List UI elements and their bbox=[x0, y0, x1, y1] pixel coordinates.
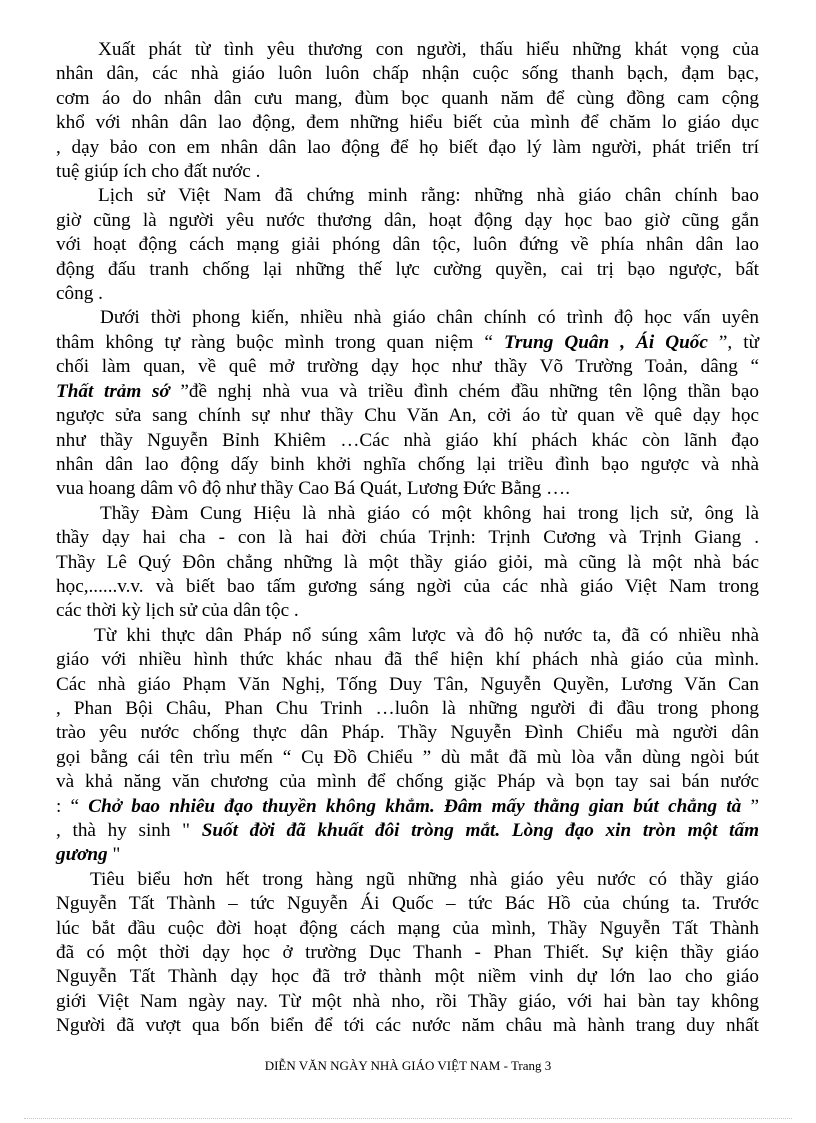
text-line: và khả năng văn chương của mình để chống giặc Pháp và bọn tay sai bán nước bbox=[56, 771, 759, 793]
text-run: " bbox=[107, 844, 121, 866]
text-line: giờ cũng là người yêu nước thương dân, hoạt động dạy học bao giờ cũng gắn bbox=[56, 209, 759, 231]
text-line: chối làm quan, về quê mở trường dạy học như thầy Võ Trường Toản, dâng “ bbox=[56, 356, 759, 378]
text-line: giáo với nhiều hình thức khác nhau đã thể hiện khí phách nhà giáo của mình. bbox=[56, 649, 759, 671]
paragraph-1 bbox=[56, 38, 759, 184]
text-line: giới Việt Nam ngày nay. Từ một nhà nho, rồi Thầy giáo, với hai bàn tay không bbox=[56, 990, 759, 1012]
text-line: , Phan Bội Châu, Phan Chu Trinh …luôn là những người đi đầu trong phong bbox=[56, 697, 759, 719]
text-run: ”đề nghị nhà vua và triều đình chém đầu những tên lộng thần bạo bbox=[169, 380, 759, 402]
text-line: gọi bằng cái tên trìu mến “ Cụ Đồ Chiểu ” dù mắt đã mù lòa vẫn dùng ngòi bút bbox=[56, 746, 759, 768]
document-page bbox=[56, 38, 759, 1039]
text-line: nhân dân lao động dấy binh khởi nghĩa chống lại triều đình bạo ngược và nhà bbox=[56, 453, 759, 475]
text-line: cơm áo do nhân dân cưu mang, đùm bọc quanh năm để cùng đồng cam cộng bbox=[56, 87, 759, 109]
text-line: thầy dạy hai cha - con là hai đời chúa Trịnh: Trịnh Cương và Trịnh Giang . bbox=[56, 527, 759, 549]
text-line: động đấu tranh chống lại những thế lực cường quyền, cai trị bạo ngược, bất bbox=[56, 258, 759, 280]
text-line: Nguyễn Tất Thành dạy học đã trở thành một niềm vinh dự lớn lao cho giáo bbox=[56, 966, 759, 988]
text-line: tuệ giúp ích cho đất nước . bbox=[56, 161, 261, 183]
quote-text: gương bbox=[56, 844, 108, 866]
text-run: thâm không tự ràng buộc mình trong quan niệm “ bbox=[56, 331, 504, 353]
quote-text: Chở bao nhiêu đạo thuyền không khẳm. Đâm mấy thằng gian bút chẳng tà bbox=[88, 795, 742, 817]
text-line: học,......v.v. và biết bao tấm gương sáng ngời của các nhà giáo Việt Nam trong bbox=[56, 575, 759, 597]
text-run: ” bbox=[741, 795, 759, 817]
text-line: các thời kỳ lịch sử của dân tộc . bbox=[56, 600, 299, 622]
text-run: : “ bbox=[56, 795, 89, 817]
text-line: nhân dân, các nhà giáo luôn luôn chấp nhận cuộc sống thanh bạch, đạm bạc, bbox=[56, 63, 759, 85]
text-line: Lịch sử Việt Nam đã chứng minh rằng: những nhà giáo chân chính bao bbox=[98, 185, 759, 207]
text-line: Thầy Đàm Cung Hiệu là nhà giáo có một không hai trong lịch sử, ông là bbox=[100, 502, 759, 524]
text-line: Xuất phát từ tình yêu thương con người, thấu hiểu những khát vọng của bbox=[98, 39, 759, 60]
text-line: Nguyễn Tất Thành – tức Nguyễn Ái Quốc – tức Bác Hồ của chúng ta. Trước bbox=[56, 893, 759, 915]
text-line: công . bbox=[56, 283, 103, 305]
text-line: Thầy Lê Quý Đôn chẳng những là một thầy giáo giỏi, mà cũng là một nhà bác bbox=[56, 551, 759, 573]
text-line bbox=[56, 819, 759, 843]
text-line: lúc bắt đầu cuộc đời hoạt động cách mạng của mình, Thầy Nguyễn Tất Thành bbox=[56, 917, 759, 939]
quote-text: Suốt đời đã khuất đôi tròng mắt. Lòng đạo xin tròn một tấm bbox=[201, 820, 760, 841]
text-line: Các nhà giáo Phạm Văn Nghị, Tống Duy Tân, Nguyễn Quyền, Lương Văn Can bbox=[56, 673, 759, 695]
paragraph-3 bbox=[56, 306, 759, 501]
text-line bbox=[56, 843, 759, 867]
text-line bbox=[56, 380, 759, 404]
text-line: Người đã vượt qua bốn biển để tới các nước năm châu mà hành trang duy nhất bbox=[56, 1015, 759, 1037]
paragraph-2 bbox=[56, 184, 759, 306]
text-line: ngược sửa sang chính sự như thầy Chu Văn An, cởi áo từ quan về quê dạy học bbox=[56, 405, 759, 427]
text-line: như thầy Nguyễn Bỉnh Khiêm …Các nhà giáo khí phách khác còn lãnh đạo bbox=[56, 429, 759, 451]
text-line: vua hoang dâm vô độ như thầy Cao Bá Quát, Lương Đức Bằng …. bbox=[56, 478, 571, 500]
emphasis-text: Trung Quân , Ái Quốc bbox=[503, 331, 708, 353]
text-line: trào yêu nước chống thực dân Pháp. Thầy Nguyễn Đình Chiểu mà người dân bbox=[56, 722, 759, 744]
text-line: Từ khi thực dân Pháp nổ súng xâm lược và đô hộ nước ta, đã có nhiều nhà bbox=[94, 624, 759, 646]
text-line: Dưới thời phong kiến, nhiều nhà giáo chân chính có trình độ học vấn uyên bbox=[100, 307, 759, 329]
text-run: , thà hy sinh " bbox=[56, 820, 202, 841]
text-line: đã có một thời dạy học ở trường Dục Thanh - Phan Thiết. Sự kiện thầy giáo bbox=[56, 942, 759, 964]
text-line: Tiêu biểu hơn hết trong hàng ngũ những nhà giáo yêu nước có thầy giáo bbox=[90, 868, 759, 890]
text-line: với hoạt động cách mạng giải phóng dân tộc, luôn đứng về phía nhân dân lao bbox=[56, 234, 759, 256]
page-divider bbox=[24, 1118, 792, 1119]
page-footer: DIỄN VĂN NGÀY NHÀ GIÁO VIỆT NAM - Trang 3 bbox=[264, 1058, 552, 1073]
paragraph-5 bbox=[56, 624, 759, 868]
text-line bbox=[56, 795, 759, 819]
text-line: , dạy bảo con em nhân dân lao động để họ biết đạo lý làm người, phát triển trí bbox=[56, 136, 759, 158]
text-line bbox=[56, 331, 759, 355]
emphasis-text: Thất trảm sớ bbox=[56, 380, 170, 402]
text-run: ”, từ bbox=[707, 331, 759, 353]
paragraph-4 bbox=[56, 502, 759, 624]
text-line: khổ với nhân dân lao động, đem những hiểu biết của mình để chăm lo giáo dục bbox=[56, 112, 759, 134]
paragraph-6 bbox=[56, 868, 759, 1039]
